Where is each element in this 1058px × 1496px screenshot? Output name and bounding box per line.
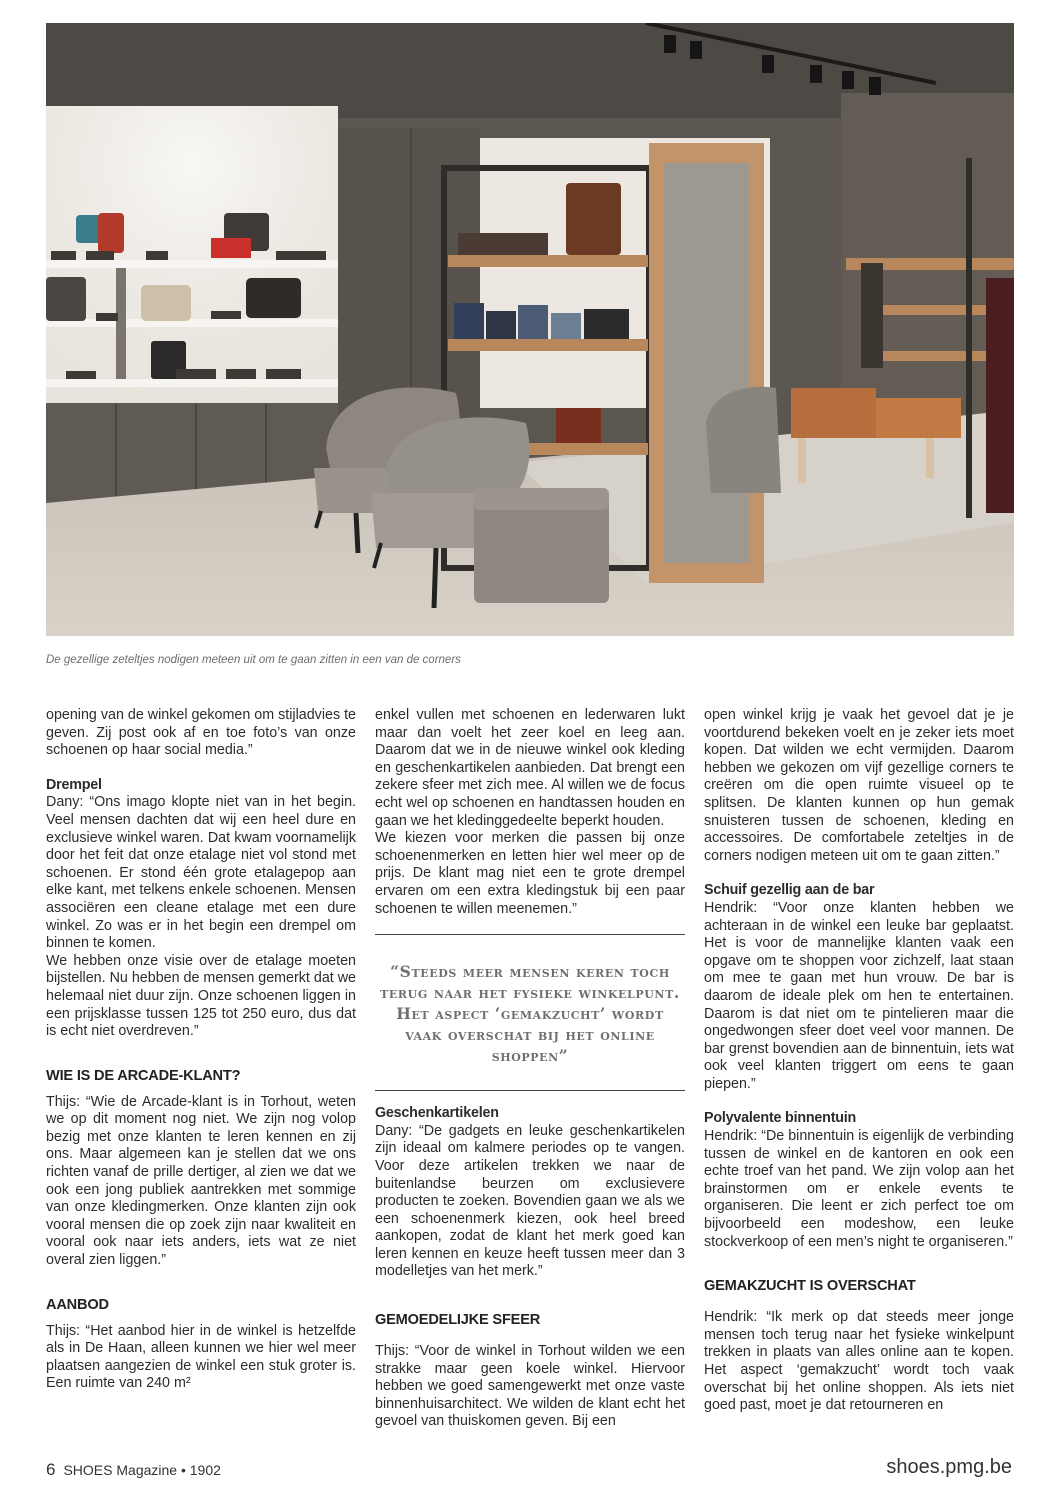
article-column-3 bbox=[704, 707, 1014, 1415]
footer-folio bbox=[46, 1460, 221, 1480]
article-column-2 bbox=[375, 707, 685, 1431]
subheading-drempel: Drempel bbox=[46, 776, 102, 793]
paragraph: Hendrik: “Voor onze klanten hebben we achteraan in de winkel een leuke bar geplaatst. Het is voor de mannelijke klanten vaak een opgave om te shoppen voor zichzelf, laat staan om mee te gaan met hun vrouw. De bar is daarom de ideale plek om hen te entertainen. Daarom is dat niet om te pintelieren maar die ongedwongen sfeer doet veel voor mannen. De bar grenst bovendien aan de binnentuin, iets wat ook veel klanten triggert om eens te gaan piepen.” bbox=[704, 899, 1014, 1092]
store-interior-illustration bbox=[46, 23, 1014, 636]
paragraph: Hendrik: “De binnentuin is eigenlijk de verbinding tussen de winkel en de kantoren en ook een echte troef van het pand. We zijn volop aan het brainstormen om er enkele events te organiseren. Die leent er zich perfect toe om bijvoorbeeld een modeshow, een leuke stockverkoop of een men’s night te organiseren.” bbox=[704, 1128, 1014, 1250]
photo-caption: De gezellige zeteltjes nodigen meteen uit om te gaan zitten in een van de corners bbox=[46, 654, 461, 666]
paragraph: enkel vullen met schoenen en lederwaren lukt maar dan voelt het zeer koel en leeg aan. Daarom dat we in de nieuwe winkel ook kleding en geschenkartikelen aanbieden. Dat brengt een zekere sfeer met zich mee. Al willen we de focus echt wel op schoenen en handtassen houden en gaan we het kledinggedeelte beperkt houden. bbox=[375, 707, 685, 829]
section-heading-arcade-klant: WIE IS DE ARCADE-KLANT? bbox=[46, 1067, 241, 1084]
magazine-issue: SHOES Magazine • 1902 bbox=[63, 1462, 221, 1478]
paragraph: We kiezen voor merken die passen bij onze schoenenmerken en letten hier wel meer op de prijs. De klant mag niet een te grote drempel ervaren om een extra kledingstuk bij een paar schoenen te willen meenemen.” bbox=[375, 830, 685, 917]
subheading-geschenkartikelen: Geschenkartikelen bbox=[375, 1105, 499, 1122]
paragraph: Dany: “De gadgets en leuke geschenkartikelen zijn ideaal om kalmere periodes op te vangen. Voor deze artikelen trekken we naar de buitenlandse beurzen om exclusievere producten te zoeken. Bovendien gaan we als we een schoenenmerk kiezen, ook heel breed aankopen, zodat de klant het merk goed kan leren kennen en keuze heeft tussen meer dan 3 modelletjes van het merk.” bbox=[375, 1122, 685, 1280]
section-heading-gemoedelijke-sfeer: GEMOEDELIJKE SFEER bbox=[375, 1312, 541, 1329]
paragraph: Thijs: “Wie de Arcade-klant is in Torhout, weten we op dit moment nog niet. We zijn nog volop bezig met onze klanten te leren kennen en zij ons. Maar algemeen kan je stellen dat we ons richten vanaf de prille dertiger, al zien we dat we ook een jong publiek aantrekken met sommige van onze kledingmerken. Onze klanten zijn ook vooral mensen die op zoek zijn naar kwaliteit en vooral ook naar iets anders, iets wat ze niet overal zien liggen.” bbox=[46, 1093, 356, 1269]
paragraph: open winkel krijg je vaak het gevoel dat je je voortdurend bekeken voelt en je zeker iets moet kopen. Dat wilden we echt vermijden. Daarom hebben we gekozen om vijf gezellige corners te creëren om die open ruimte visueel op te splitsen. De klanten kunnen op hun gemak snuisteren tussen de schoenen, kleding en accessoires. De comfortabele zeteltjes in de corners nodigen meteen uit om te gaan zitten.” bbox=[704, 707, 1014, 864]
paragraph: Hendrik: “Ik merk op dat steeds meer jonge mensen toch terug naar het fysieke winkelpunt trekken in plaats van alles online aan te kopen. Het aspect ‘gemakzucht’ wordt toch vaak overschat bij het online shoppen. Als iets niet goed past, moet je dat retourneren en bbox=[704, 1309, 1014, 1414]
page-number: 6 bbox=[46, 1460, 56, 1479]
subheading-binnentuin: Polyvalente binnentuin bbox=[704, 1110, 857, 1127]
paragraph: Dany: “Ons imago klopte niet van in het begin. Veel mensen dachten dat wij een heel dure en exclusieve winkel waren. Dat kwam voornamelijk door het feit dat onze etalage niet vol stond met schoenen. Er stond één grote etalagepop aan elke kant, met telkens enkele schoenen. Mensen associëren een cleane etalage met een dure winkel. Zo was er in het begin een drempel om binnen te komen. bbox=[46, 794, 356, 952]
section-heading-aanbod: AANBOD bbox=[46, 1296, 109, 1313]
website-url: shoes.pmg.be bbox=[886, 1456, 1012, 1478]
article-column-1 bbox=[46, 707, 356, 1393]
pull-quote: “Steeds meer mensen keren toch terug naar het fysieke winkelpunt. Het aspect ‘gemakzucht’ wordt vaak overschat bij het online shoppen” bbox=[375, 934, 685, 1091]
section-heading-gemakzucht: GEMAKZUCHT IS OVERSCHAT bbox=[704, 1278, 916, 1295]
paragraph: Thijs: “Het aanbod hier in de winkel is hetzelfde als in De Haan, alleen kunnen we hier wel meer plaatsen aangezien de winkel een stuk groter is. Een ruimte van 240 m² bbox=[46, 1322, 356, 1392]
store-interior-photo bbox=[46, 23, 1014, 636]
subheading-bar: Schuif gezellig aan de bar bbox=[704, 882, 875, 899]
paragraph: opening van de winkel gekomen om stijladvies te geven. Zij post ook af en toe foto’s van onze schoenen op haar social media.” bbox=[46, 707, 356, 759]
paragraph: Thijs: “Voor de winkel in Torhout wilden we een strakke maar geen koele winkel. Hiervoor hebben we goed samengewerkt met onze vaste binnenhuisarchitect. We wilden de klant echt het gevoel van thuiskomen geven. Bij een bbox=[375, 1343, 685, 1430]
paragraph: We hebben onze visie over de etalage moeten bijstellen. Nu hebben de mensen gemerkt dat we helemaal niet duur zijn. Onze schoenen liggen in een prijsklasse tussen 125 tot 250 euro, dus dat is echt niet overdreven.” bbox=[46, 952, 356, 1040]
